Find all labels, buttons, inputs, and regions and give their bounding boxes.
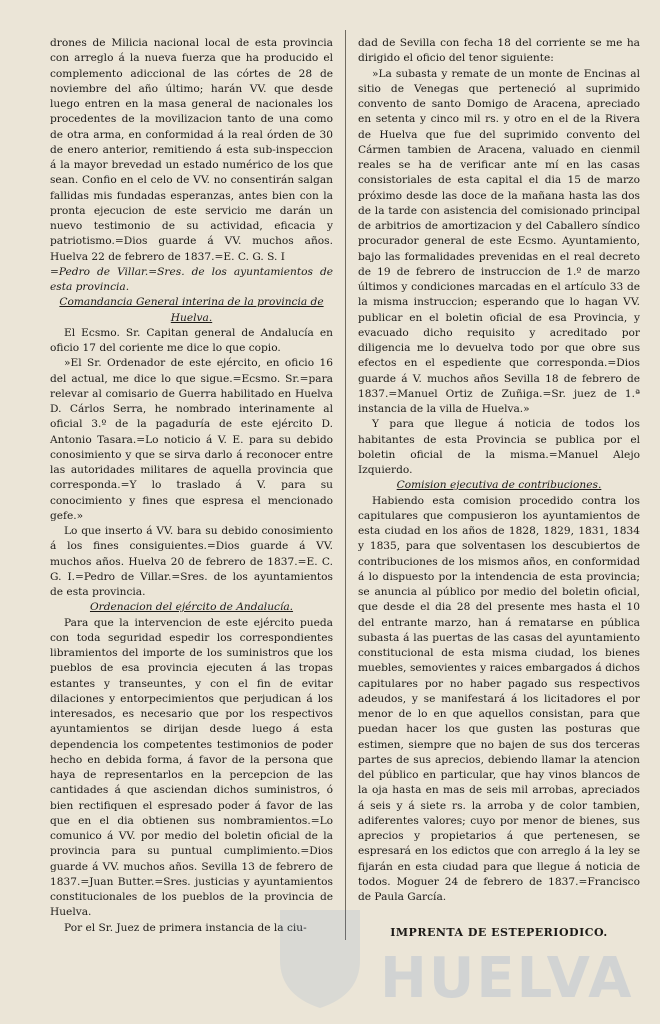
right-column — [358, 36, 640, 941]
comandancia-closing: Lo que inserto á VV. bara su debido conosimiento á los fines consiguientes.=Dios guarde á VV. muchos años. Huelva 20 de febrero de 1837.=E. C. G. I.=Pedro de Villar.=Sres. de los ayuntamientos de esta provincia. — [50, 525, 333, 598]
left-column — [50, 36, 333, 936]
column-divider — [345, 30, 346, 940]
printer-imprint: IMPRENTA DE ESTEPERIODICO. — [390, 926, 608, 940]
subasta-encinas-letter: »La subasta y remate de un monte de Encinas al sitio de Venegas que perteneció al suprimido convento de santo Domigo de Aracena, apreciado en setenta y cinco mil rs. y otro en el de la Rivera de Huelva que fue del suprimido convento del Cármen tambien de Aracena, valuado en cienmil reales se ha de verificar ante mí en las casas consistoriales de esta capital el dia 15 de marzo próximo desde las doce de la mañana hasta las dos de la tarde con asistencia del comisionado principal de arbitrios de amortizacion y del Caballero síndico procurador general de este Ecsmo. Ayuntamiento, bajo las formalidades prevenidas en el real decreto de 19 de febrero de instruccion de 1.º de marzo últimos y condiciones marcadas en el artículo 33 de la misma instruccion; esperando que lo hagan VV. publicar en el boletin oficial de esa Provincia, y evacuado dicho requisito y acreditado por diligencia me lo devuelva todo por que obre sus efectos en el espediente que corresponda.=Dios guarde á V. muchos años Sevilla 18 de febrero de 1837.=Manuel Ortiz de Zuñiga.=Sr. juez de 1.ª instancia de la villa de Huelva.» — [358, 67, 640, 415]
contribuciones-notice: Habiendo esta comision procedido contra los capitulares que compusieron los ayuntamientos de esta ciudad en los años de 1828, 1829, 1831, 1834 y 1835, para que solventasen los descubiertos de contribuciones de los mismos años, en conformidad á lo dispuesto por la intendencia de esta provincia; se anuncia al público por medio del boletin oficial, que desde el dia 28 del presente mes hasta el 10 del entrante marzo, han á rematarse en pública subasta á las puertas de las casas del ayuntamiento constitucional de esta misma ciudad, los bienes muebles, semovientes y raices embargados á dichos capitulares por no haber pagado sus respectivos adeudos, y se manifestará á los licitadores el por menor de lo en que aquellos consistan, para que puedan hacer los que gusten las posturas que estimen, siempre que no bajen de sus dos terceras partes de sus aprecios, debiendo llamar la atencion del público en particular, que hay vinos blancos de la oja hasta en mas de seis mil arrobas, apreciados á seis y á siete rs. la arroba y de color tambien, adiferentes valores; cuyo por menor de bienes, sus aprecios y propietarios á que pertenesen, se espresará en los edictos que con arreglo á la ley se fijarán en esta ciudad para que llegue á noticia de todos. Moguer 24 de febrero de 1837.=Francisco de Paula García. — [358, 494, 640, 903]
ordenador-letter: »El Sr. Ordenador de este ejército, en oficio 16 del actual, me dice lo que sigue.=Ecsmo. Sr.=para relevar al comisario de Guerra habilitado en Huelva D. Cárlos Serra, he nombrado interinamente al oficial 3.º de la pagaduría de este ejército D. Antonio Tasara.=Lo noticio á V. E. para su debido conosimiento y que se sirva darlo á reconocer entre las autoridades militares de aquella provincia que corresponda.=Y lo traslado á V. para su conocimiento y fines que espresa el mencionado gefe.» — [50, 357, 333, 522]
militia-order-paragraph: drones de Milicia nacional local de esta provincia con arreglo á la nueva fuerza que ha producido el complemento adiccional de las córtes de 28 de noviembre del año último; harán VV. que desde luego entren en la masa general de nacionales los procedentes de la movilizacion tanto de una como de otra arma, en conformidad á la real órden de 30 de enero anterior, remitiendo á esta sub-inspeccion á la mayor brevedad un estado numérico de los que sean. Confio en el celo de VV. no consentirán salgan fallidas mis fundadas esperanzas, antes bien con la pronta ejecucion de este servicio me darán un nuevo testimonio de su actividad, eficacia y patriotismo.=Dios guarde á VV. muchos años. Huelva 22 de febrero de 1837.=E. C. G. S. I — [50, 37, 333, 263]
juez-notice-start: Por el Sr. Juez de primera instancia de la ciu- — [64, 921, 307, 934]
watermark-text: HUELVA — [380, 946, 634, 1011]
publication-notice: Y para que llegue á noticia de todos los habitantes de esta Provincia se publica por el boletin oficial de la misma.=Manuel Alejo Izquierdo. — [358, 418, 640, 476]
captain-general-intro: El Ecsmo. Sr. Capitan general de Andalucía en oficio 17 del coriente me dice lo que copio. — [50, 326, 333, 354]
section-heading-contribuciones: Comision ejecutiva de contribuciones. — [396, 479, 602, 492]
juez-notice-continued: dad de Sevilla con fecha 18 del corriente se me ha dirigido el oficio del tenor siguiente: — [358, 37, 640, 65]
suministros-notice: Para que la intervencion de este ejército pueda con toda seguridad espedir los correspondientes libramientos del importe de los suministros que los pueblos de esa provincia ejecuten á las tropas estantes y transeuntes, y con el fin de evitar dilaciones y entorpecimientos que perjudican á los interesados, es necesario que por los respectivos ayuntamientos se dirijan desde luego á esta dependencia los competentes testimonios de poder hecho en debida forma, á favor de la persona que haya de representarlos en la percepcion de las cantidades á que asciendan dichos suministros, ó bien rectifiquen el espresado poder á favor de las que en el dia obtienen sus nombramientos.=Lo comunico á VV. por medio del boletin oficial de la provincia para su puntual cumplimiento.=Dios guarde á VV. muchos años. Sevilla 13 de febrero de 1837.=Juan Butter.=Sres. justicias y ayuntamientos constitucionales de los pueblos de la provincia de Huelva. — [50, 616, 333, 919]
militia-order-signature: =Pedro de Villar.=Sres. de los ayuntamientos de esta provincia. — [50, 265, 333, 293]
section-heading-ordenacion: Ordenacion del ejército de Andalucía. — [89, 601, 294, 614]
section-heading-comandancia: Comandancia General interina de la provincia de Huelva. — [59, 296, 324, 324]
